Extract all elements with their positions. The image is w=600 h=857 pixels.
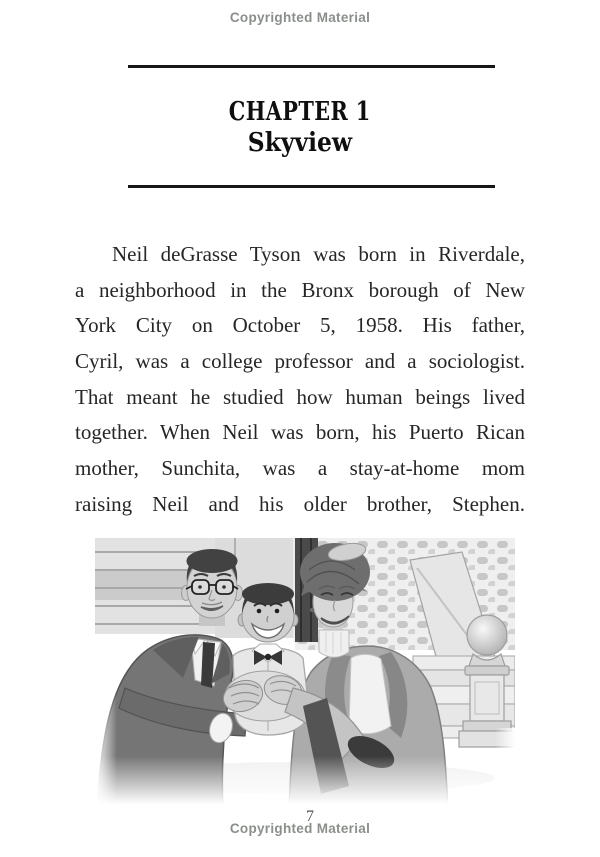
paragraph-line: Cyril, was a college professor and a sociologist. (75, 349, 525, 374)
paragraph-line: York City on October 5, 1958. His father, (75, 313, 525, 338)
family-portrait-illustration (95, 538, 515, 813)
paragraph-line: Neil deGrasse Tyson was born in Riverdale, (112, 242, 525, 266)
copyright-watermark-top: Copyrighted Material (229, 10, 371, 25)
chapter-label-text: CHAPTER 1 (229, 97, 371, 127)
paragraph-line: raising Neil and his older brother, Stephen. (75, 491, 525, 516)
chapter-title-text: Skyview (247, 128, 353, 158)
copyright-watermark-bottom: Copyrighted Material (229, 821, 371, 836)
page-number: 7 (306, 808, 314, 825)
divider-top (128, 65, 495, 68)
chapter-title (0, 128, 600, 158)
paragraph-line: That meant he studied how human beings lived (75, 384, 525, 409)
paragraph-line: together. When Neil was born, his Puerto Rican (75, 420, 525, 445)
body-paragraph (75, 237, 525, 523)
chapter-label (0, 97, 600, 127)
paragraph-line: a neighborhood in the Bronx borough of New (75, 277, 525, 302)
paragraph-line: mother, Sunchita, was a stay-at-home mom (75, 456, 525, 481)
divider-bottom (128, 185, 495, 188)
